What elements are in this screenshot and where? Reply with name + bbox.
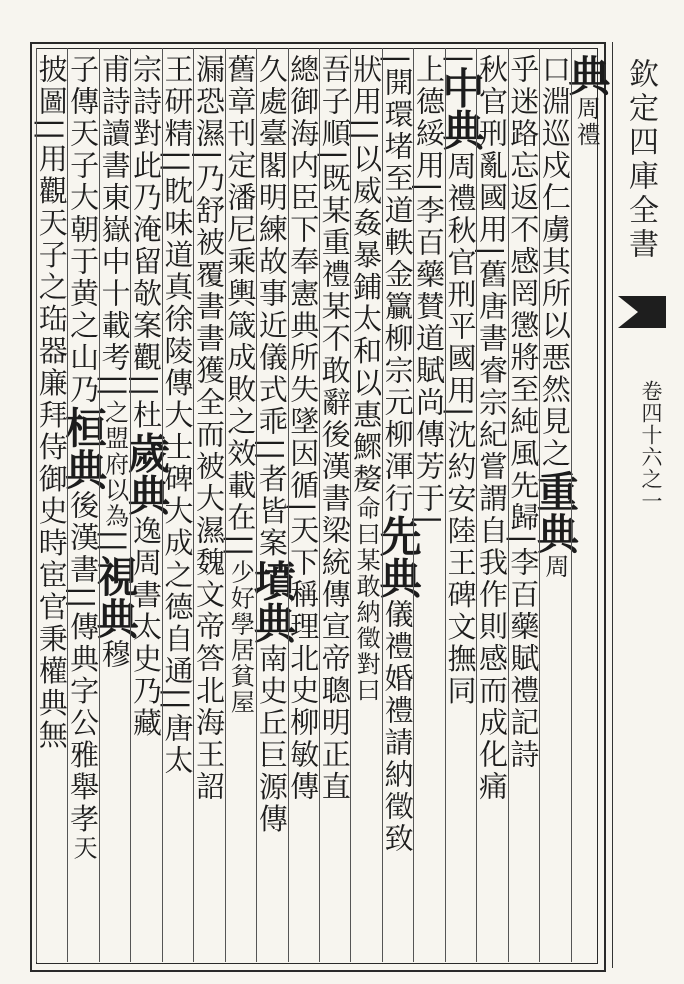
annotation-text: 少好學居貧屋 xyxy=(226,559,255,716)
body-text: 吾子順| xyxy=(317,54,352,163)
body-text: 秋官刑亂國用|舊唐書睿宗紀嘗謂自我作則感而成化痛 xyxy=(474,54,509,803)
annotation-text: 周 xyxy=(540,554,569,580)
body-text: 甫詩讀書東嶽中十載考|| xyxy=(97,54,132,400)
volume-label: 卷四十六之一 xyxy=(639,380,663,512)
column-rule xyxy=(476,48,477,962)
fishtail-ornament-icon xyxy=(618,292,666,332)
column-rule xyxy=(193,48,194,962)
column-rule xyxy=(99,48,100,962)
body-text: 逸周書太史乃藏 xyxy=(129,515,164,740)
heading-term: 中典 xyxy=(436,66,486,151)
body-text: 廉拜侍御史時宦官秉權典無 xyxy=(34,367,69,752)
body-text: 總御海内臣下奉憲典所失墜因循|天下稱理北史柳敏傳 xyxy=(286,54,321,803)
column-rule xyxy=(539,48,540,962)
column-rule xyxy=(36,48,37,962)
body-text: 後漢書||傳典字公雅舉孝 xyxy=(66,490,101,836)
column-rule xyxy=(256,48,257,962)
body-text: 久處臺閣明練故事近儀式乖||者皆案 xyxy=(254,54,289,560)
body-text: || xyxy=(97,529,132,556)
heading-term: 先典 xyxy=(373,514,423,599)
heading-term: 歲典 xyxy=(122,431,172,516)
column-rule xyxy=(288,48,289,962)
body-text: 穆 xyxy=(97,639,132,672)
column-rule xyxy=(67,48,68,962)
heading-term: 典 xyxy=(562,54,612,96)
heading-term: 重典 xyxy=(530,470,580,554)
text-column xyxy=(24,54,80,960)
body-text: 乎迷路忘返不感罔懲將至純風先歸|李百藥賦禮記詩 xyxy=(506,54,541,771)
body-text: 舊章刊定潘尼乘輿箴成敗之效載在|| xyxy=(223,54,258,560)
heading-term: 桓典 xyxy=(59,406,109,490)
column-rule xyxy=(350,48,351,962)
column-rule xyxy=(319,48,320,962)
annotation-text: 周禮 xyxy=(572,96,601,148)
body-text: |開環堵至道軼金籯柳宗元柳渾行 xyxy=(380,54,415,515)
annotation-text: 天 xyxy=(69,835,98,862)
body-text: 上德綏用|李百藥賛道賦尚傳芳于| xyxy=(412,54,447,528)
body-text: | xyxy=(443,54,478,67)
column-rule xyxy=(508,48,509,962)
body-text: 狀用||以威姦暴鋪太和以惠鰥嫠 xyxy=(349,54,384,496)
body-text: 披圖||用觀天子之珤器 xyxy=(34,54,69,368)
body-text: 儀禮婚禮請納徵致 xyxy=(380,598,415,855)
body-text: 漏恐濕|乃舒被覆書書獲全而被大濕魏文帝答北海王詔 xyxy=(191,54,226,803)
body-text: 子傳天子大朝于黄之山乃 xyxy=(66,54,101,406)
column-rule xyxy=(382,48,383,962)
column-rule xyxy=(130,48,131,962)
body-text: 周禮秋官刑平國用|沈約安陸王碑文撫同 xyxy=(443,150,478,708)
heading-term: 墳典 xyxy=(247,559,297,644)
body-text: 宗詩對此乃淹留欹案觀||杜 xyxy=(129,54,164,432)
annotation-text: 命曰某敢納徵對曰 xyxy=(352,495,381,704)
column-rule xyxy=(571,48,572,962)
column-rule xyxy=(225,48,226,962)
heading-term: 視典 xyxy=(90,555,140,640)
body-text: 王研精||眈味道真徐陵傳大士碑大成之德自通||唐太 xyxy=(160,54,195,778)
body-text: 南史丘巨源傳 xyxy=(254,643,289,836)
body-text: 口淵巡戍仁虜其所以悪然見之 xyxy=(537,54,572,470)
book-title: 欽定四庫全書 xyxy=(623,58,658,262)
body-text: 既某重禮某不敢辭後漢書梁統傳宣帝聰明正直 xyxy=(317,162,352,803)
annotation-text: 之盟府以為 xyxy=(100,399,129,530)
column-rule xyxy=(445,48,446,962)
column-rule xyxy=(413,48,414,962)
column-rule xyxy=(162,48,163,962)
